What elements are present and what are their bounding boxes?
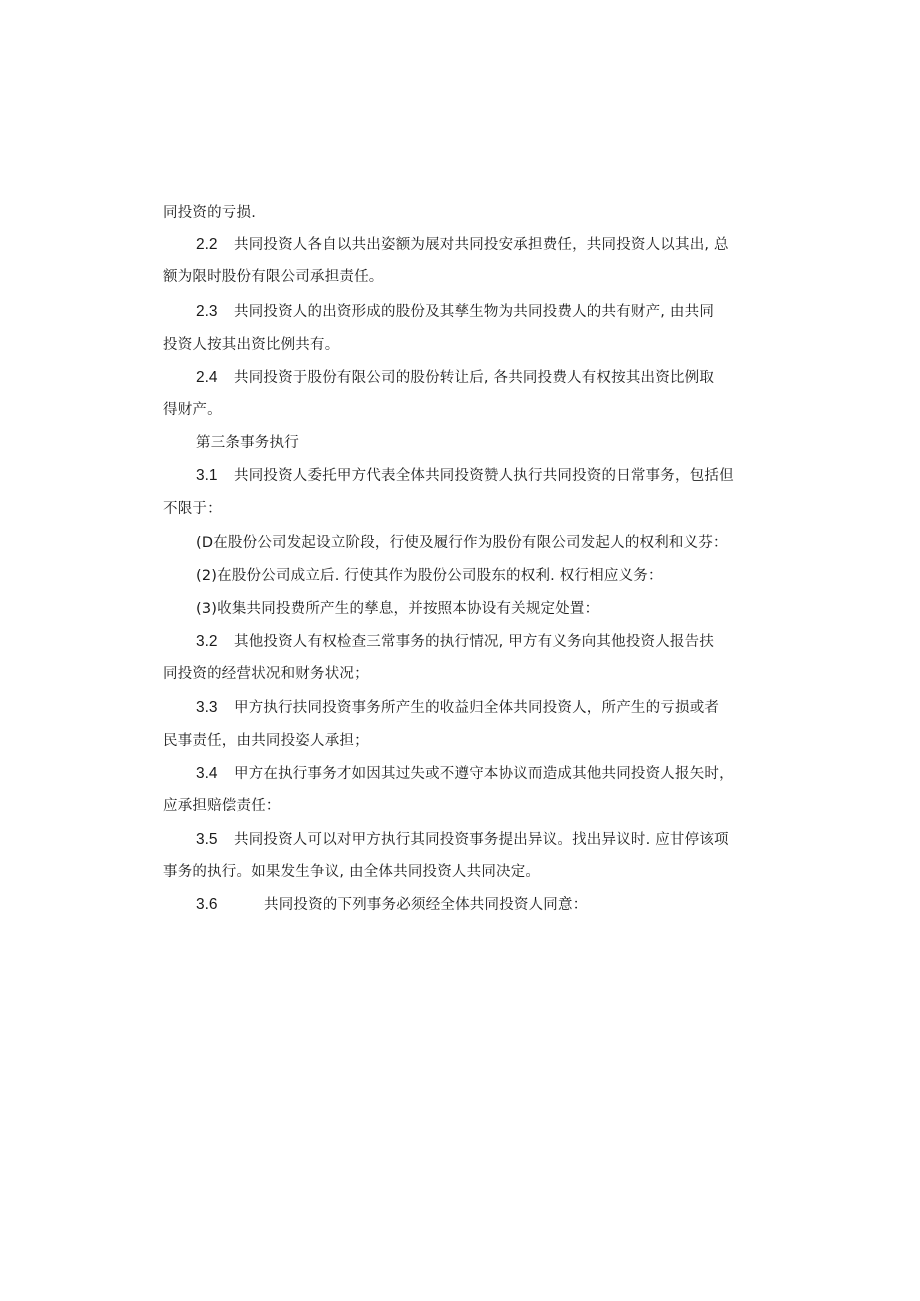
line-text: 共同投资人各自以共出姿额为展对共同投安承担费任，共同投资人以其出, 总 <box>234 237 729 253</box>
line-text: 甲方执行扶同投资事务所产生的收益归全体共同投资人，所产生的亏损或者 <box>234 700 720 716</box>
clause-3-1 <box>196 466 734 486</box>
clause-number: 2.3 <box>196 303 218 320</box>
section-title: 第三条事务执行 <box>196 435 299 451</box>
line-text: 共同投资人可以对甲方执行其同投资事务提出异议。找出异议时. 应甘停该项 <box>234 832 729 848</box>
line-text: (2)在股份公司成立后. 行使其作为股份公司股东的权利. 权行相应义务： <box>196 568 663 584</box>
clause-2-2 <box>196 235 729 255</box>
text-line <box>163 267 384 287</box>
clause-number: 3.1 <box>196 467 218 484</box>
line-text: (3)收集共同投费所产生的孳息，并按照本协设有关规定处置： <box>196 601 600 617</box>
line-text: 共同投资于股份有限公司的股份转让后, 各共同投费人有权按其出资比例取 <box>234 370 715 386</box>
clause-number: 2.4 <box>196 369 218 386</box>
text-line <box>163 400 222 420</box>
text-line <box>163 664 369 684</box>
clause-number: 2.2 <box>196 236 218 253</box>
clause-number: 3.3 <box>196 699 218 716</box>
section-heading <box>196 433 299 453</box>
list-item <box>196 599 599 619</box>
line-text: 同投资的经营状况和财务状况； <box>163 666 369 682</box>
line-text: 投资人按其出资比例共有。 <box>163 337 340 353</box>
line-text: 同投资的亏损. <box>163 205 257 221</box>
line-text: 额为限时股份有限公司承担责任。 <box>163 269 384 285</box>
line-text: (D在股份公司发起设立阶段，行使及履行作为股份有限公司发起人的权利和义芬： <box>196 535 728 551</box>
text-line <box>163 796 281 816</box>
line-text: 共同投资人的出资形成的股份及其孳生物为共同投费人的共有财产, 由共同 <box>234 304 715 320</box>
clause-number: 3.4 <box>196 765 218 782</box>
clause-3-5 <box>196 830 729 850</box>
text-line <box>163 203 256 223</box>
text-line <box>163 335 339 355</box>
text-line <box>163 862 540 882</box>
clause-2-3 <box>196 302 714 322</box>
line-text: 事务的执行。如果发生争议, 由全体共同投资人共同决定。 <box>163 864 541 880</box>
line-text: 民事责任，由共同投姿人承担； <box>163 733 369 749</box>
line-text: 共同投资的下列事务必须经全体共同投资人同意： <box>264 897 588 913</box>
text-line <box>163 499 222 519</box>
line-text: 甲方在执行事务才如因其过失或不遵守本协议而造成其他共同投资人报矢时， <box>234 766 734 782</box>
clause-2-4 <box>196 368 714 388</box>
list-item <box>196 533 728 553</box>
clause-number: 3.5 <box>196 831 218 848</box>
clause-number: 3.2 <box>196 633 218 650</box>
line-text: 其他投资人有权检查三常事务的执行情况, 甲方有义务向其他投资人报告扶 <box>234 634 715 650</box>
clause-3-4 <box>196 764 734 784</box>
clause-number: 3.6 <box>196 896 218 913</box>
line-text: 得财产。 <box>163 402 222 418</box>
line-text: 应承担赔偿责任： <box>163 798 281 814</box>
clause-3-2 <box>196 632 714 652</box>
line-text: 不限于： <box>163 501 222 517</box>
list-item <box>196 566 663 586</box>
text-line <box>163 731 369 751</box>
clause-3-3 <box>196 698 719 718</box>
line-text: 共同投资人委托甲方代表全体共同投资赞人执行共同投资的日常事务，包括但 <box>234 468 734 484</box>
clause-3-6 <box>196 895 587 915</box>
